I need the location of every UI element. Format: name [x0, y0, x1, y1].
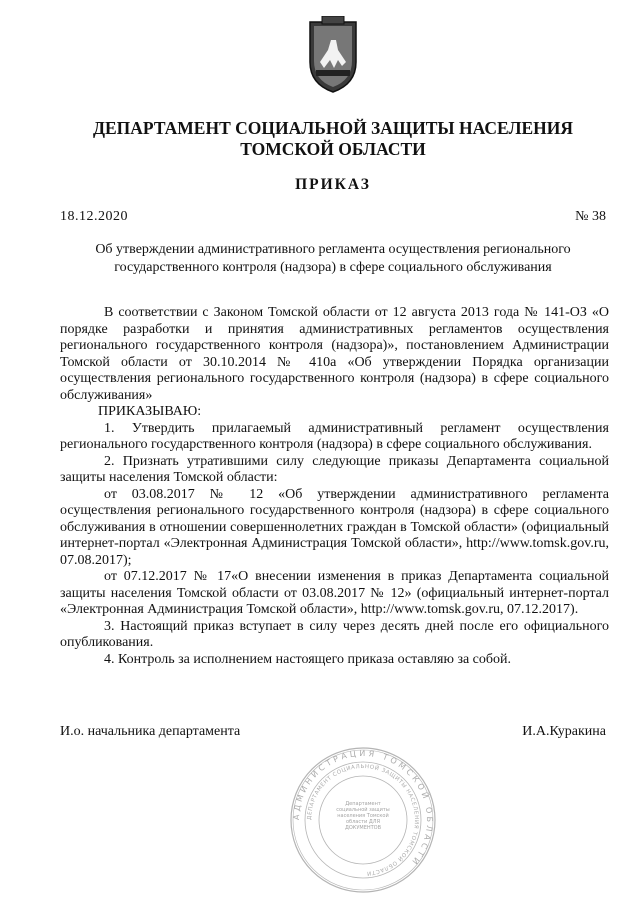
item-2b: от 07.12.2017 № 17«О внесении изменения в приказ Департамента социальной защиты населения Томской области от 03.08.2017 № 12» (официальный интернет-портал «Электронная Администрация Томской области», http://www.tomsk.gov.ru, 07.12.2017).	[60, 569, 609, 617]
item-1: 1. Утвердить прилагаемый административный регламент осуществления регионального государственного контроля (надзора) в сфере социального обслуживания.	[60, 420, 609, 452]
signatory-name: И.А.Куракина	[522, 724, 606, 739]
department-line2: ТОМСКОЙ ОБЛАСТИ	[240, 139, 426, 159]
order-word: ПРИКАЗЫВАЮ:	[98, 404, 202, 419]
order-subject	[70, 241, 596, 277]
department-heading	[40, 118, 626, 160]
preamble-paragraph: В соответствии с Законом Томской области от 12 августа 2013 года № 141-ОЗ «О порядке разработки и принятия административных регламентов осуществления регионального государственного контроля (надзора)», постановлением Администрации Томской области от 30.10.2014 № 410а «Об утверждении Порядка организации осуществления регионального государственного контроля (надзора) в сфере социального обслуживания»	[60, 305, 609, 403]
item-3: 3. Настоящий приказ вступает в силу через десять дней после его официального опубликования.	[60, 618, 609, 650]
order-date: 18.12.2020	[60, 209, 128, 224]
order-number: № 38	[575, 209, 606, 224]
signatory-position: И.о. начальника департамента	[60, 724, 241, 739]
subject-line2: государственного контроля (надзора) в сфере социального обслуживания	[114, 260, 552, 275]
order-body	[60, 305, 609, 668]
order-title: ПРИКАЗ	[295, 176, 371, 193]
item-2a: от 03.08.2017 № 12 «Об утверждении административного регламента осуществления регионального государственного контроля (надзора) в сфере социального обслуживания в отношении совершеннолетних граждан в Томской области» (официальный интернет-портал «Электронная Администрация Томской области», http://www.tomsk.gov.ru, 07.08.2017);	[60, 486, 609, 568]
official-stamp-icon	[288, 745, 438, 895]
item-2: 2. Признать утратившими силу следующие приказы Департамента социальной защиты населения Томской области:	[60, 453, 609, 485]
stamp-inner-text: ДЕПАРТАМЕНТ СОЦИАЛЬНОЙ ЗАЩИТЫ НАСЕЛЕНИЯ ТОМСКОЙ ОБЛАСТИ	[306, 763, 420, 876]
coat-of-arms-icon	[298, 16, 368, 96]
department-line1: ДЕПАРТАМЕНТ СОЦИАЛЬНОЙ ЗАЩИТЫ НАСЕЛЕНИЯ	[92, 118, 574, 138]
stamp-center-text: Департамент социальной защиты населения Томской области ДЛЯ ДОКУМЕНТОВ	[336, 801, 390, 831]
subject-line1: Об утверждении административного регламента осуществления регионального	[95, 242, 571, 257]
item-4: 4. Контроль за исполнением настоящего приказа оставляю за собой.	[104, 651, 512, 667]
stamp-outer-text: АДМИНИСТРАЦИЯ ТОМСКОЙ ОБЛАСТИ	[291, 748, 435, 869]
